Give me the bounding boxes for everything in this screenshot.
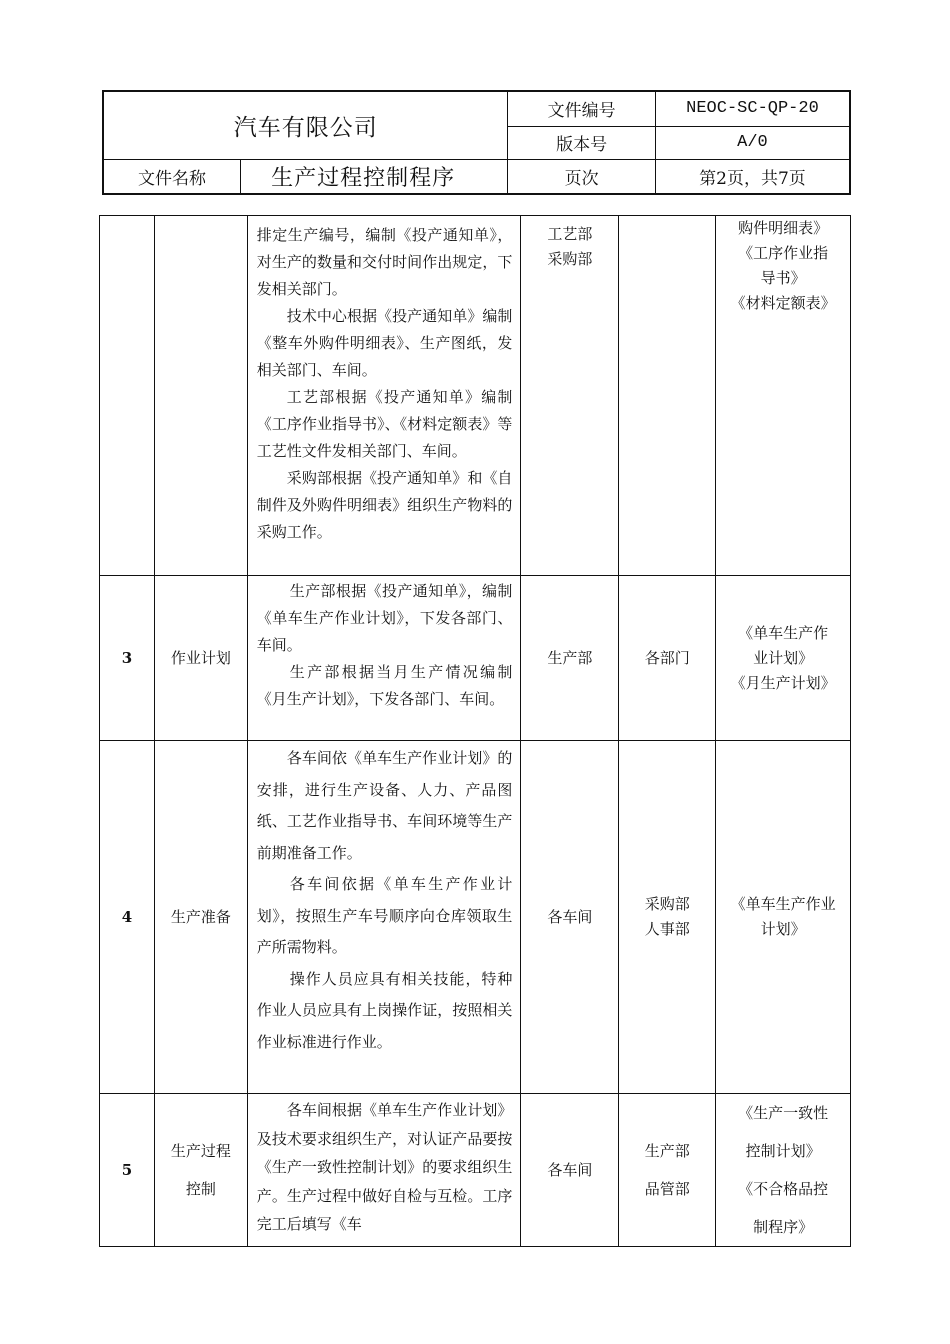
dept-name: 品管部 xyxy=(644,1180,690,1198)
related-dept xyxy=(619,741,716,1094)
page-label: 页次 xyxy=(508,159,656,194)
record-line: 《单车生产作业 xyxy=(730,895,836,913)
content-paragraph: 各车间根据《单车生产作业计划》及技术要求组织生产，对认证产品要按《生产一致性控制计划》的要求组织生产。生产过程中做好自检与互检。工序完工后填写《车 xyxy=(256,1101,513,1233)
step-number xyxy=(100,216,155,576)
dept-name: 各部门 xyxy=(644,648,690,667)
related-dept xyxy=(619,576,716,741)
record-line: 制程序》 xyxy=(753,1218,814,1236)
dept-name: 生产部 xyxy=(547,648,593,667)
doc-name-value: 生产过程控制程序 xyxy=(241,159,508,194)
table-row xyxy=(100,216,851,576)
content-paragraph: 排定生产编号，编制《投产通知单》，对生产的数量和交付时间作出规定，下发相关部门。 xyxy=(256,226,513,298)
related-dept xyxy=(619,1094,716,1247)
record-line: 购件明细表》 xyxy=(738,219,829,237)
responsible-dept xyxy=(521,576,619,741)
table-row xyxy=(100,741,851,1094)
step-number: 3 xyxy=(100,576,155,741)
record-line: 计划》 xyxy=(760,920,806,938)
content-paragraph: 生产部根据《投产通知单》，编制《单车生产作业计划》，下发各部门、车间。 xyxy=(256,582,513,654)
dept-name: 各车间 xyxy=(547,907,593,926)
record-line: 业计划》 xyxy=(753,648,814,667)
content-paragraph: 生产部根据当月生产情况编制《月生产计划》，下发各部门、车间。 xyxy=(256,663,513,708)
stage-line: 控制 xyxy=(185,1180,216,1198)
records xyxy=(716,216,851,576)
record-line: 导书》 xyxy=(760,269,806,287)
content-paragraph: 技术中心根据《投产通知单》编制《整车外购件明细表》、生产图纸，发相关部门、车间。 xyxy=(256,307,513,379)
step-stage xyxy=(154,216,247,576)
doc-number-value: NEOC-SC-QP-20 xyxy=(655,91,850,126)
content-paragraph: 采购部根据《投产通知单》和《自制件及外购件明细表》组织生产物料的采购工作。 xyxy=(256,469,513,541)
record-line: 《材料定额表》 xyxy=(730,294,836,312)
content-paragraph: 各车间依《单车生产作业计划》的安排，进行生产设备、人力、产品图纸、工艺作业指导书、车间环境等生产前期准备工作。 xyxy=(256,749,513,862)
dept-name: 工艺部 xyxy=(547,225,593,243)
content-paragraph: 工艺部根据《投产通知单》编制《工序作业指导书》、《材料定额表》等工艺性文件发相关部门、车间。 xyxy=(256,388,513,460)
page-value: 第2页，共7页 xyxy=(655,159,850,194)
dept-name: 采购部 xyxy=(644,895,690,913)
record-line: 《工序作业指 xyxy=(738,244,829,262)
record-line: 《不合格品控 xyxy=(738,1180,829,1198)
record-line: 《月生产计划》 xyxy=(730,673,836,692)
dept-name: 各车间 xyxy=(547,1160,593,1179)
step-content xyxy=(247,216,521,576)
records xyxy=(716,741,851,1094)
step-stage: 作业计划 xyxy=(154,576,247,741)
dept-name: 人事部 xyxy=(644,920,690,938)
doc-name-label: 文件名称 xyxy=(103,159,241,194)
related-dept xyxy=(619,216,716,576)
dept-name: 生产部 xyxy=(644,1142,690,1160)
record-line: 《单车生产作 xyxy=(738,623,829,642)
dept-name: 采购部 xyxy=(547,250,593,268)
step-content xyxy=(247,576,521,741)
procedure-table xyxy=(99,215,851,1247)
table-row xyxy=(100,1094,851,1247)
content-paragraph: 各车间依据《单车生产作业计划》，按照生产车号顺序向仓库领取生产所需物料。 xyxy=(256,875,513,956)
doc-number-label: 文件编号 xyxy=(508,91,656,126)
responsible-dept xyxy=(521,741,619,1094)
company-name: 汽车有限公司 xyxy=(103,91,508,159)
responsible-dept xyxy=(521,1094,619,1247)
step-number: 4 xyxy=(100,741,155,1094)
record-line: 控制计划》 xyxy=(745,1142,821,1160)
document-header xyxy=(102,90,851,195)
step-stage: 生产准备 xyxy=(154,741,247,1094)
table-row xyxy=(100,576,851,741)
stage-line: 生产过程 xyxy=(170,1142,231,1160)
step-content xyxy=(247,1094,521,1247)
step-stage xyxy=(154,1094,247,1247)
version-value: A/0 xyxy=(655,126,850,159)
record-line: 《生产一致性 xyxy=(738,1104,829,1122)
records xyxy=(716,1094,851,1247)
records xyxy=(716,576,851,741)
responsible-dept xyxy=(521,216,619,576)
version-label: 版本号 xyxy=(508,126,656,159)
content-paragraph: 操作人员应具有相关技能，特种作业人员应具有上岗操作证，按照相关作业标准进行作业。 xyxy=(256,969,513,1051)
step-content xyxy=(247,741,521,1094)
step-number: 5 xyxy=(100,1094,155,1247)
